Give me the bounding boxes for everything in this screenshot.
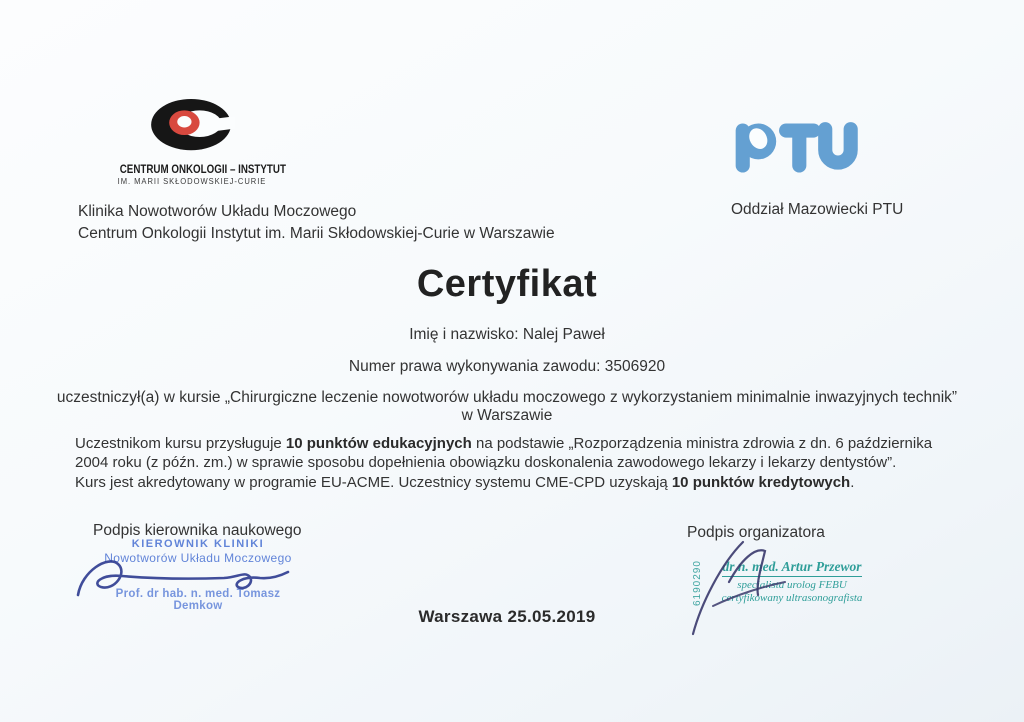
stamp-right-name: dr n. med. Artur Przewor [722, 559, 861, 577]
credits-credit-points: 10 punktów kredytowych [671, 473, 851, 491]
credits-accreditation-text [75, 473, 961, 492]
stamp-right-line2: specjalista urolog FEBU [737, 579, 847, 591]
stamp-right-line3: certyfikowany ultrasonografista [721, 592, 863, 604]
centrum-onkologii-logo-icon [149, 98, 235, 155]
stamp-left-line1: KIEROWNIK KLINIKI [131, 538, 265, 550]
course-location-line: w Warszawie [461, 407, 553, 424]
organization-left-line1: Klinika Nowotworów Układu Moczowego [78, 203, 357, 220]
signature-left-handwriting [72, 553, 307, 603]
stamp-right-number: 6190290 [692, 560, 703, 606]
stamp-left-line2: Nowotworów Układu Moczowego [104, 551, 292, 565]
credits-paragraph [75, 434, 961, 492]
organization-right: Oddział Mazowiecki PTU [731, 201, 904, 218]
credits-seg1: Uczestnikom kursu przysługuje [75, 435, 286, 452]
signature-left-label: Podpis kierownika naukowego [93, 522, 302, 539]
certificate-title: Certyfikat [416, 263, 598, 305]
credits-educational-text [75, 434, 961, 473]
recipient-license-line: Numer prawa wykonywania zawodu: 3506920 [348, 358, 666, 375]
credits-seg2: na podstawie „Rozporządzenia ministra zdrowia z dn. 6 października 2004 roku (z późn. zm.) w sprawie sposobu dopełnienia obowiązku doskonalenia zawodowego lekarzy i lekarzy dentystów”. [75, 435, 933, 472]
ptu-logo-icon [730, 116, 862, 180]
ptu-logo [730, 116, 862, 185]
course-line: uczestniczył(a) w kursie „Chirurgiczne leczenie nowotworów układu moczowego z wykorzystaniem minimalnie inwazyjnych technik” [56, 389, 958, 406]
organization-left [78, 201, 555, 244]
credits-educational-points: 10 punktów edukacyjnych [285, 435, 472, 452]
centrum-onkologii-title: CENTRUM ONKOLOGII – INSTYTUT [119, 164, 286, 176]
centrum-onkologii-logo [107, 98, 286, 186]
centrum-onkologii-subtitle: IM. MARII SKŁODOWSKIEJ-CURIE [117, 177, 267, 186]
recipient-name-line: Imię i nazwisko: Nalej Paweł [409, 326, 605, 343]
stamp-left-line3: Prof. dr hab. n. med. Tomasz Demkow [115, 588, 281, 612]
signature-right-label: Podpis organizatora [687, 524, 825, 541]
organization-left-line2: Centrum Onkologii Instytut im. Marii Skłodowskiej-Curie w Warszawie [78, 224, 555, 242]
credits-seg3: Kurs jest akredytowany w programie EU-ACME. Uczestnicy systemu CME-CPD uzyskają [75, 473, 672, 491]
date-line: Warszawa 25.05.2019 [418, 607, 596, 626]
credits-seg4: . [850, 473, 855, 491]
